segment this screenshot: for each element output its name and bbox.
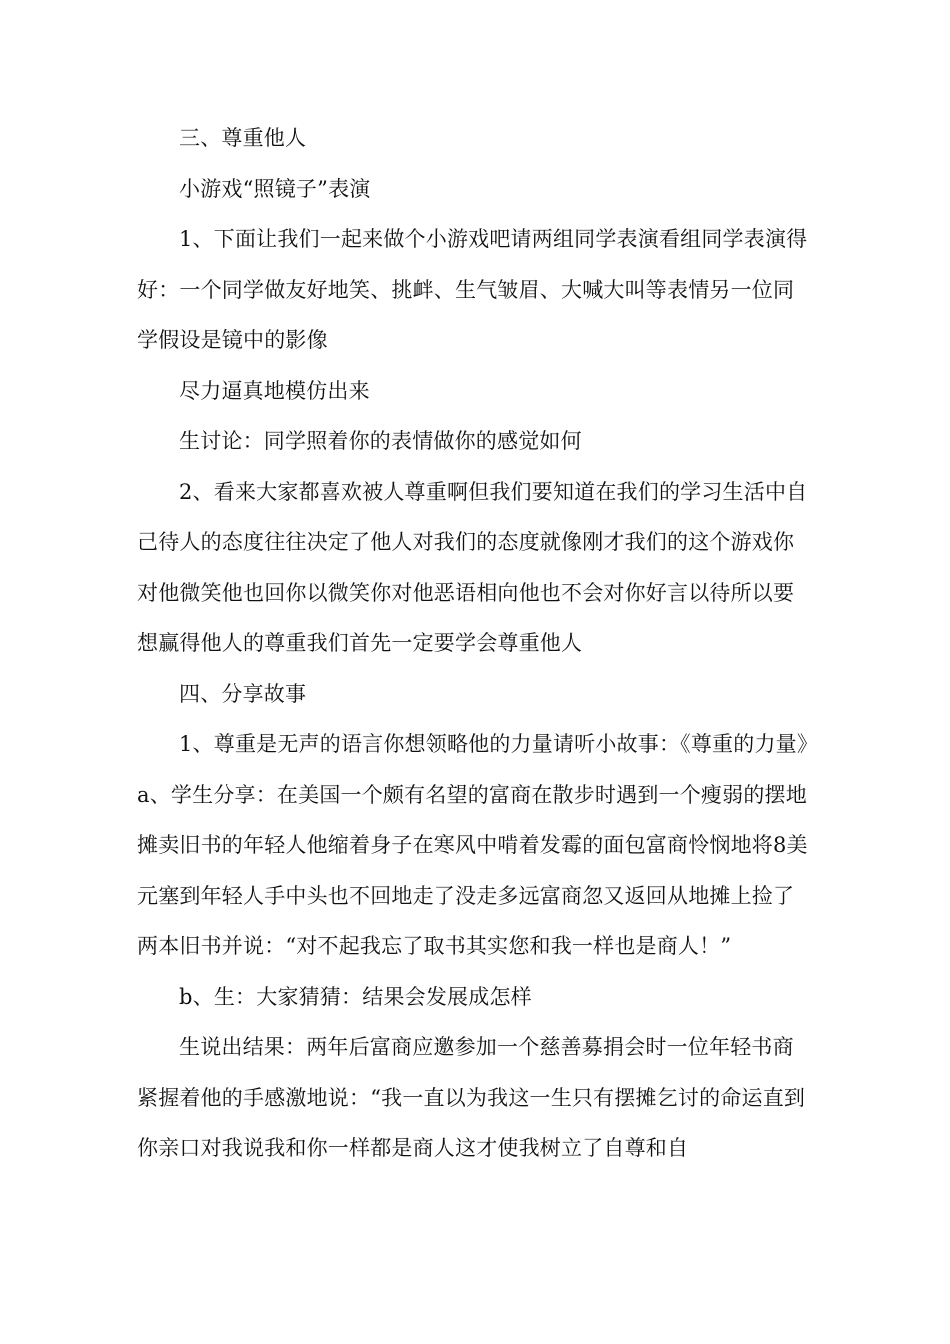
paragraph-mirror-game-title: 小游戏“照镜子”表演 (179, 176, 371, 201)
paragraph-respect-explanation: 2、看来大家都喜欢被人尊重啊但我们要知道在我们的学习生活中自己待人的态度往往决定了他人对我们的态度就像刚才我们的这个游戏你对他微笑他也回你以微笑你对他恶语相向他也不会对你好言以待所以要想赢得他人的尊重我们首先一定要学会尊重他人 (137, 479, 808, 655)
paragraph-guess: b、生：大家猜猜：结果会发展成怎样 (179, 984, 532, 1009)
paragraph-discussion: 生讨论：同学照着你的表情做你的感觉如何 (179, 429, 582, 453)
document-body (137, 113, 813, 1174)
paragraph-game-instructions: 1、下面让我们一起来做个小游戏吧请两组同学表演看组同学表演得好：一个同学做友好地笑、挑衅、生气皱眉、大喊大叫等表情另一位同学假设是镜中的影像 (137, 227, 808, 352)
paragraph-story: 1、尊重是无声的语言你想领略他的力量请听小故事：《尊重的力量》a、学生分享：在美国一个颇有名望的富商在散步时遇到一个瘦弱的摆地摊卖旧书的年轻人他缩着身子在寒风中啃着发霉的面包富商怜悯地将8美元塞到年轻人手中头也不回地走了没走多远富商忽又返回从地摊上捡了两本旧书并说：“对不起我忘了取书其实您和我一样也是商人！” (137, 732, 808, 958)
section-heading-respect-others: 三、尊重他人 (179, 126, 307, 150)
section-heading-share-story: 四、分享故事 (179, 681, 307, 706)
paragraph-result: 生说出结果：两年后富商应邀参加一个慈善募捐会时一位年轻书商紧握着他的手感激地说：“我一直以为我这一生只有摆摊乞讨的命运直到你亲口对我说我和你一样都是商人这才使我树立了自尊和自 (137, 1035, 806, 1160)
paragraph-imitate: 尽力逼真地模仿出来 (179, 378, 370, 403)
